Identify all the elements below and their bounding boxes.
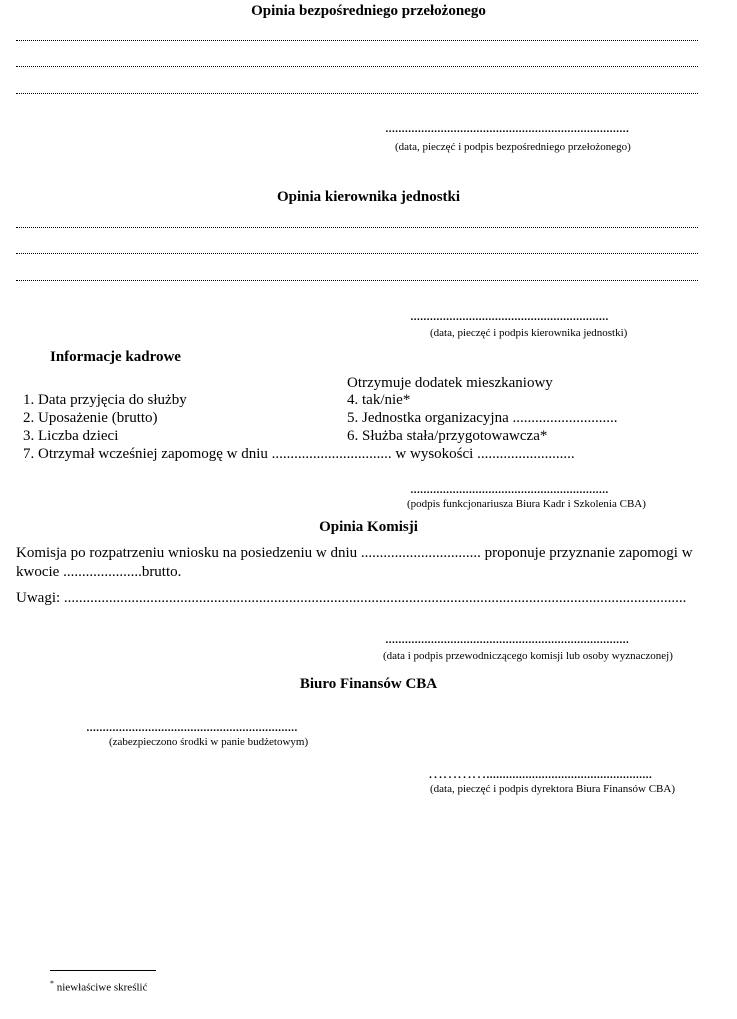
signature-line[interactable]: ............................................................. bbox=[410, 308, 609, 324]
signature-caption: (data i podpis przewodniczącego komisji lub osoby wyznaczonej) bbox=[383, 650, 673, 662]
section-title-commission-opinion: Opinia Komisji bbox=[319, 519, 418, 535]
signature-line[interactable]: ........................................................................... bbox=[385, 631, 629, 647]
fill-line[interactable] bbox=[16, 93, 698, 94]
section-title-finance-office: Biuro Finansów CBA bbox=[299, 676, 438, 692]
fill-line[interactable] bbox=[16, 253, 698, 254]
signature-caption: (data, pieczęć i podpis bezpośredniego przełożonego) bbox=[395, 141, 631, 153]
hr-item-salary: 2. Uposażenie (brutto) bbox=[23, 410, 158, 426]
fill-line[interactable] bbox=[16, 227, 698, 228]
signature-caption: (data, pieczęć i podpis kierownika jednostki) bbox=[430, 327, 628, 339]
hr-item-service-start-date: 1. Data przyjęcia do służby bbox=[23, 392, 187, 408]
housing-allowance-header: Otrzymuje dodatek mieszkaniowy bbox=[347, 375, 553, 391]
footnote bbox=[50, 979, 147, 994]
budget-secured-caption: (zabezpieczono środki w panie budżetowym) bbox=[109, 736, 309, 748]
hr-item-housing-yes-no: 4. tak/nie* bbox=[347, 392, 411, 408]
commission-text-line-2: kwocie .....................brutto. bbox=[16, 564, 182, 580]
signature-caption: (podpis funkcjonariusza Biura Kadr i Szkolenia CBA) bbox=[407, 498, 646, 510]
section-title-unit-head-opinion: Opinia kierownika jednostki bbox=[276, 189, 461, 205]
hr-item-org-unit: 5. Jednostka organizacyjna ............................ bbox=[347, 410, 618, 426]
signature-line[interactable]: ........................................................................... bbox=[385, 120, 629, 136]
hr-item-service-type: 6. Służba stała/przygotowawcza* bbox=[347, 428, 548, 444]
commission-text-line-1: Komisja po rozpatrzeniu wniosku na posiedzeniu w dniu ................................ proponuje przyznanie zapomogi w bbox=[16, 545, 693, 561]
footnote-separator bbox=[50, 970, 156, 971]
budget-secured-line[interactable]: ................................................................. bbox=[86, 719, 298, 735]
section-title-supervisor-opinion: Opinia bezpośredniego przełożonego bbox=[251, 3, 486, 19]
footnote-mark: * bbox=[50, 979, 54, 988]
hr-item-previous-aid: 7. Otrzymał wcześniej zapomogę w dniu ................................ w wysokości .......................... bbox=[23, 446, 575, 462]
signature-caption: (data, pieczęć i podpis dyrektora Biura Finansów CBA) bbox=[430, 783, 675, 795]
remarks-line[interactable]: Uwagi: ...................................................................................................................................................................... bbox=[16, 590, 687, 606]
footnote-text: niewłaściwe skreślić bbox=[54, 981, 148, 994]
fill-line[interactable] bbox=[16, 280, 698, 281]
section-title-hr-info: Informacje kadrowe bbox=[50, 349, 181, 365]
hr-item-children-count: 3. Liczba dzieci bbox=[23, 428, 119, 444]
fill-line[interactable] bbox=[16, 66, 698, 67]
fill-line[interactable] bbox=[16, 40, 698, 41]
signature-line[interactable]: …………................................................... bbox=[428, 766, 652, 782]
signature-line[interactable]: ............................................................. bbox=[410, 481, 609, 497]
